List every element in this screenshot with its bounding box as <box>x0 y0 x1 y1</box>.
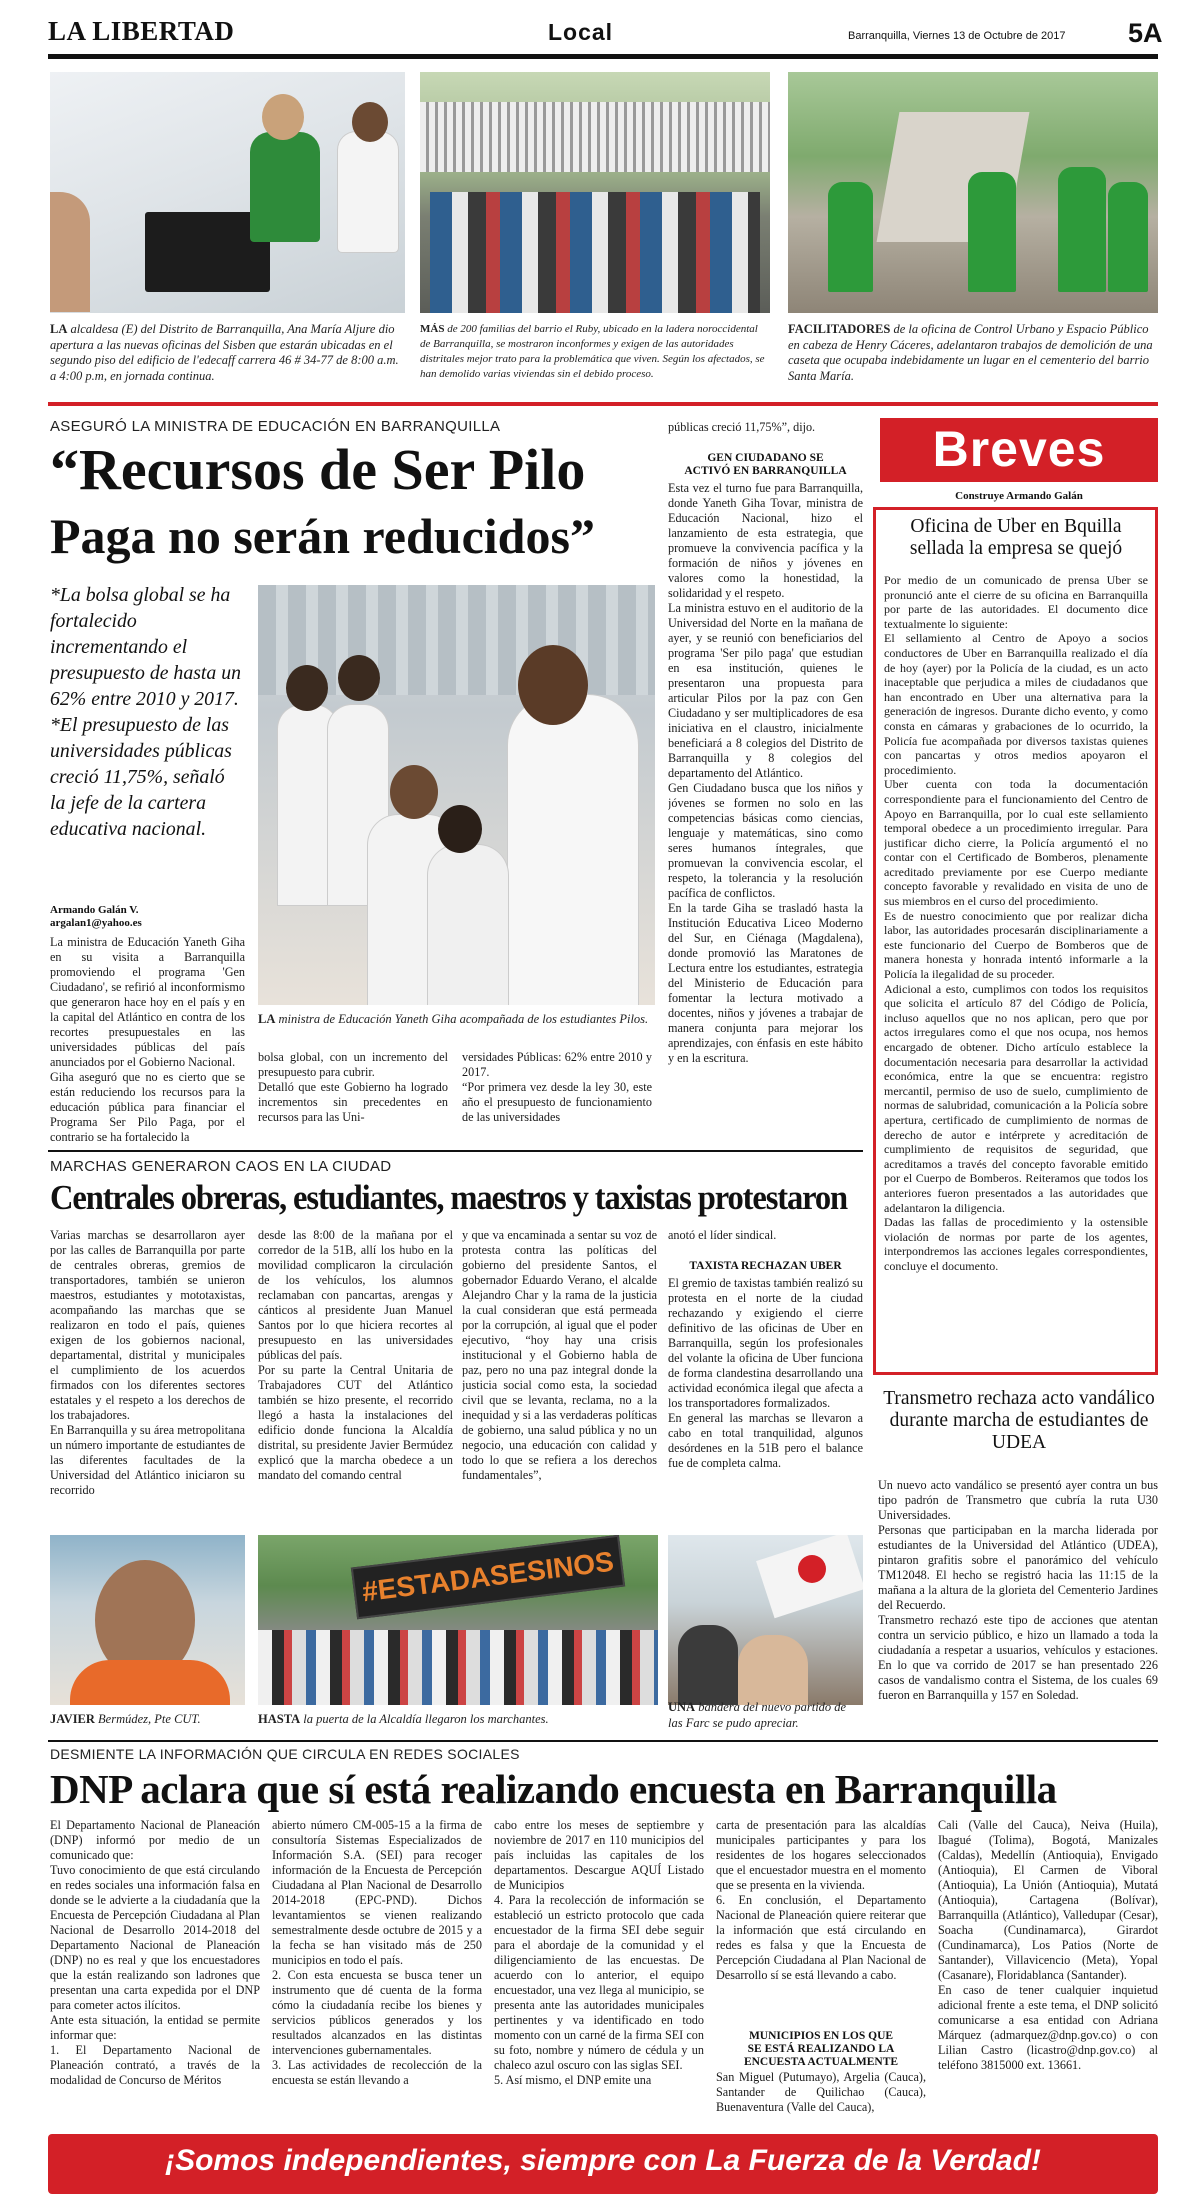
uber-text: Por medio de un comunicado de prensa Uber se pronunció ante el cierre de su oficina en Barranquilla por parte de las autoridades. El documento dice textualmente lo siguiente: El sellamiento al Centro de Apoyo a socios conductores de Uber en Barranquilla realizado el día de hoy (ayer) por la Policía de la ciudad, es un acto inaceptable que perjudica a miles de ciudadanos que han encontrado en Uber una alternativa para la generación de ingresos. Durante dicho evento, y como consta en cámaras y grabaciones de lo ocurrido, la Policía fue acompañada por diversos taxistas quienes con pancartas y otros medios apoyaron el procedimiento. Uber cuenta con toda la documentación correspondiente para el funcionamiento del Centro de Apoyo en Barranquilla, por lo cual este sellamiento temporal obedece a un procedimiento irregular. Para justificar dicho cierre, la Policía argumentó el no contar con el Certificado de Bomberos, plenamente acreditado previamente por ese Cuerpo mediante concepto favorable y revalidado en visita de uno de sus miembros en el curso del procedimiento. Es de nuestro conocimiento que por realizar dicha labor, las autoridades procesarán disciplinariamente a este funcionario del Cuerpo de Bomberos que de manera honesta y honrada intentó informarle a la Policía la ilegalidad de su proceder. Adicional a esto, cumplimos con todos los requisitos que solicita el artículo 87 del Código de Policía, incluso aquellos que no nos aplican, pero que por actos irregulares como el que nos ocupa, nos hemos encargado de obtener. Dicho artículo establece la documentación necesaria para desarrollar la actividad económica, entre la que se encuentra: registro mercantil, permiso de uso de suelo, cumplimiento de normas de salubridad, comunicación a la Policía sobre apertura, certificado de cumplimiento de normas de derecho de autor e intérprete y acreditación de cumplimiento de requisitos de seguridad, que acreditamos a través del concepto favorable emitido por el Cuerpo de Bomberos. Reiteramos que todos los anteriores fueron presentados a las autoridades que adelantaron la diligencia. Dadas las fallas de procedimiento y la ostensible violación de normas por parte de los agentes, interpondremos las acciones legales correspondientes, concluye el documento. <box>884 573 1148 1273</box>
pilo-col1: La ministra de Educación Yaneth Giha en su visita a Barranquilla promoviendo el programa 'Gen Ciudadano', se refirió al inconformismo que generaron hace hoy en el país y en la capital del Atlántico en contra de los recortes presupuestales en las universidades públicas del país anunciados por el Gobierno Nacional. Giha aseguró que no es cierto que se están reduciendo los recursos para la educación pública para financiar el Programa Ser Pilo Paga, por el contrario se ha fortalecido la <box>50 935 245 1144</box>
photo-farc-flag <box>668 1535 863 1705</box>
uber-box <box>873 507 1158 1375</box>
pilo-subhead: GEN CIUDADANO SE ACTIVÓ EN BARRANQUILLA <box>684 452 847 477</box>
marchas-col1: Varias marchas se desarrollaron ayer por las calles de Barranquilla por parte de centrales obreras, gremios de transportadores, también se unieron maestros, estudiantes y mototaxistas, acompañando las marchas que se realizaron en todo el país, quienes exigen de los gobiernos nacional, departamental, distrital y municipales el cumplimiento de los acuerdos firmados con los diferentes sectores estatales y el respeto a los derechos de los trabajadores. En Barranquilla y su área metropolitana un número importante de estudiantes de las diferentes facultades de la Universidad del Atlántico iniciaron su recorrido <box>50 1228 245 1497</box>
march-banner-text: #ESTADASESINOS <box>360 1545 616 1608</box>
top-red-rule <box>48 402 1158 406</box>
dnp-kicker: DESMIENTE LA INFORMACIÓN QUE CIRCULA EN REDES SOCIALES <box>50 1746 520 1762</box>
caption-alcaldia: HASTA la puerta de la Alcaldía llegaron los marchantes. <box>258 1712 549 1726</box>
section-name: Local <box>548 19 614 45</box>
dnp-headline: DNP aclara que sí está realizando encuesta en Barranquilla <box>50 1766 1057 1812</box>
marchas-col4-top: anotó el líder sindical. <box>668 1228 777 1242</box>
pilo-headline-1: “Recursos de Ser Pilo <box>50 437 586 502</box>
page-number: 5A <box>1128 18 1163 48</box>
masthead <box>48 16 1163 56</box>
breves-title: Breves <box>932 421 1106 477</box>
photo-minister-students <box>258 585 655 1005</box>
pilo-email: argalan1@yahoo.es <box>50 917 142 929</box>
marchas-subhead: TAXISTA RECHAZAN UBER <box>689 1260 842 1272</box>
pilo-headline-2: Paga no serán reducidos” <box>50 508 595 564</box>
transmetro-text: Un nuevo acto vandálico se presentó ayer contra un bus tipo padrón de Transmetro que cubría la ruta U30 Universidades. Personas que participaban en la marcha liderada por estudiantes de la Universidad del Atlántico (UDEA), pintaron grafitis sobre el panorámico del vehículo TM12048. El hecho se registró hacia las 11:15 de la mañana a la altura de la glorieta del Cementerio Jardines del Recuerdo. Transmetro rechazó este tipo de acciones que atentan contra un servicio público, e hizo un llamado a toda la ciudadanía a respetar a usuarios, vehículos y estaciones. En lo que va corrido de 2017 se han presentado 226 casos de vandalismo contra el Sistema, de los cuales 69 fueron en Barranquilla y 157 en Soledad. <box>878 1478 1158 1702</box>
dnp-col3: cabo entre los meses de septiembre y noviembre de 2017 en 110 municipios del país incluidas las capitales de los departamentos. Descargue AQUÍ Listado de Municipios 4. Para la recolección de información se estableció un estricto protocolo que cada encuestador de la firma SEI debe seguir para el abordaje de la comunidad y el diligenciamiento de las encuestas. De acuerdo con lo anterior, el equipo encuestador, una vez llega al municipio, se presenta ante las autoridades municipales pertinentes y va identificado en todo momento con un carné de la firma SEI con su foto, nombre y número de cédula y un chaleco azul oscuro con las siglas SEI. 5. Así mismo, el DNP emite una <box>494 1818 704 2087</box>
marchas-col3: y que va encaminada a sentar su voz de protesta contra las políticas del gobierno del presidente Santos, el gobernador Eduardo Verano, el alcalde Alejandro Char y la rama de la justicia la cual consideran que está permeada por la corrupción, al igual que el poder ejecutivo, “hoy hay una crisis institucional y el Gobierno habla de paz, pero no una paz integral donde la justicia social como esta, la sociedad civil que se levanta, reclama, no a la inequidad y si a las verdaderas políticas de gobierno, una salud pública y no un negocio, una educación con calidad y todo lo que se refiera a los derechos fundamentales”, <box>462 1228 657 1482</box>
photo-demolition <box>788 72 1158 313</box>
dnp-col5: Cali (Valle del Cauca), Neiva (Huila), Ibagué (Tolima), Bogotá, Manizales (Caldas), Medellín (Antioquia), Envigado (Antioquia), El Carmen de Viboral (Antioquia), La Unión (Antioquia), Mutatá (Antioquia), Cartagena (Bolívar), Barranquilla (Atlántico), Valledupar (Cesar), Soacha (Cundinamarca), Girardot (Cundinamarca), Los Patios (Norte de Santander), Villavicencio (Meta), Yopal (Casanare), Floridablanca (Santander). En caso de tener cualquier inquietud adicional frente a este tema, el DNP solicitó comunicarse a esa entidad con Adriana Márquez (admarquez@dnp.gov.co) o con Lilian Castro (licastro@dnp.gov.co) al teléfono 3815000 ext. 13661. <box>938 1818 1158 2072</box>
photo-javier-bermudez <box>50 1535 245 1705</box>
footer-slogan: ¡Somos independientes, siempre con La Fuerza de la Verdad! <box>165 2144 1041 2177</box>
photo-sisben-office <box>50 72 405 313</box>
marchas-headline: Centrales obreras, estudiantes, maestros y taxistas protestaron <box>50 1178 848 1217</box>
pilo-summary: *La bolsa global se ha fortalecido incrementando el presupuesto de hasta un 62% entre 2010 y 2017. *El presupuesto de las universidades públicas creció 11,75%, señaló la jefe de la cartera educativa nacional. <box>50 584 242 840</box>
marchas-col4: El gremio de taxistas también realizó su protesta en el norte de la ciudad rechazando y exigiendo el cierre definitivo de las oficinas de Uber en Barranquilla, según los profesionales del volante la oficina de Uber funciona de forma clandestina desarrollando una actividad económica ilegal que afecta a los transportadores formalizados. En general las marchas se llevaron a cabo en total tranquilidad, algunos desórdenes en la 51B pero el balance fue de completa calma. <box>668 1276 863 1470</box>
marchas-kicker: MARCHAS GENERARON CAOS EN LA CIUDAD <box>50 1158 392 1175</box>
photo-ruby-families <box>420 72 770 313</box>
caption-farc: UNA bandera del nuevo partido de las Farc se pudo apreciar. <box>668 1700 847 1730</box>
dnp-col4b: San Miguel (Putumayo), Argelia (Cauca), Santander de Quilichao (Cauca), Buenaventura (Valle del Cauca), <box>716 2070 926 2114</box>
pilo-kicker: ASEGURÓ LA MINISTRA DE EDUCACIÓN EN BARRANQUILLA <box>50 418 501 435</box>
dnp-col1: El Departamento Nacional de Planeación (DNP) informó por medio de un comunicado que: Tuvo conocimiento de que está circulando en redes sociales una información falsa en donde se le advierte a la ciudadanía que la Encuesta de Percepción Ciudadana al Plan Nacional de Desarrollo 2014-2018 del Departamento Nacional de Planeación (DNP) no es real y que los encuestadores que la están realizando son ladrones que presentan una carta expedida por el DNP para cometer actos ilícitos. Ante esta situación, la entidad se permite informar que: 1. El Departamento Nacional de Planeación contrató, a través de la modalidad de Concurso de Méritos <box>50 1818 260 2087</box>
pilo-col3: versidades Públicas: 62% entre 2010 y 2017. “Por primera vez desde la ley 30, este año el presupuesto de funcionamiento de las universidades <box>462 1050 652 1124</box>
marchas-col2: desde las 8:00 de la mañana por el corredor de la 51B, allí los hubo en la movilidad complicaron la circulación de los vehículos, los alumnos reclamaban con pancartas, arengas y cánticos al presidente Juan Manuel Santos por lo que hiciera recortes al presupuesto en las universidades públicas del país. Por su parte la Central Unitaria de Trabajadores CUT del Atlántico también se hizo presente, el recorrido llegó a hasta la instalaciones del edificio donde funciona la Alcaldía distrital, su presidente Javier Bermúdez explicó que la marcha obedece a un mandato del comando central <box>258 1228 453 1482</box>
photo-alcaldia-march <box>258 1535 658 1705</box>
transmetro-title: Transmetro rechaza acto vandálico durante marcha de estudiantes de UDEA <box>883 1388 1155 1453</box>
pilo-byline: Armando Galán V. <box>50 904 139 916</box>
caption-sisben: LA alcaldesa (E) del Distrito de Barranquilla, Ana María Aljure dio apertura a las nuevas oficinas del Sisben que estarán ubicadas en el segundo piso del edificio de l'edecaff carrera 46 # 34-77 de 8:00 a.m. a 4:00 p.m, en jornada continua. <box>50 322 399 383</box>
dnp-col4: carta de presentación para las alcaldías municipales participantes y para los residentes de los hogares seleccionados que el encuestador muestra en el momento que se presenta en la vivienda. 6. En conclusión, el Departamento Nacional de Planeación quiere reiterar que la información que está circulando en redes es falsa y que la Encuesta de Percepción Ciudadana al Plan Nacional de Desarrollo sí se está llevando a cabo. <box>716 1818 926 1982</box>
breves-credit: Construye Armando Galán <box>955 490 1083 502</box>
caption-demolition: FACILITADORES de la oficina de Control Urbano y Espacio Público en cabeza de Henry Cáceres, adelantaron trabajos de demolición de una caseta que ocupaba indebidamente un lugar en el cementerio del barrio Santa María. <box>788 322 1153 383</box>
pilo-bottom-rule <box>48 1150 863 1152</box>
pilo-col2: bolsa global, con un incremento del presupuesto para cubrir. Detalló que este Gobierno ha logrado incrementos sin precedentes en recursos para las Uni- <box>258 1050 448 1124</box>
pilo-col4-top: públicas creció 11,75%”, dijo. <box>668 420 816 434</box>
dnp-subhead: MUNICIPIOS EN LOS QUE SE ESTÁ REALIZANDO LA ENCUESTA ACTUALMENTE <box>743 2030 899 2068</box>
breves-header <box>880 418 1158 482</box>
footer-slogan-bar <box>48 2134 1158 2194</box>
issue-date: Barranquilla, Viernes 13 de Octubre de 2017 <box>848 30 1066 42</box>
dnp-col2: abierto número CM-005-15 a la firma de consultoría Sistemas Especializados de Información S.A. (SEI) para recoger información de la Encuesta de Percepción Ciudadana al Plan Nacional de Desarrollo 2014-2018 (EPC-PND). Dichos levantamientos se vienen realizando semestralmente desde octubre de 2015 y a la fecha se han visitado más de 250 municipios en todo el país. 2. Con esta encuesta se busca tener un instrumento que dé cuenta de la forma cómo la ciudadanía recibe los bienes y servicios públicos generados y los resultados alcanzados en las distintas intervenciones gubernamentales. 3. Las actividades de recolección de la encuesta se están llevando a <box>272 1818 482 2087</box>
caption-ruby: MÁS de 200 familias del barrio el Ruby, ubicado en la ladera noroccidental de Barranquilla, se mostraron inconformes y exigen de las autoridades distritales mejor trato para la problemática que viven. Según los afectados, se han demolido varias viviendas sin el debido proceso. <box>420 323 765 380</box>
uber-title: Oficina de Uber en Bquilla sellada la empresa se quejó <box>909 516 1123 559</box>
paper-name: LA LIBERTAD <box>48 16 235 46</box>
caption-javier: JAVIER Bermúdez, Pte CUT. <box>50 1712 201 1726</box>
pilo-col4: Esta vez el turno fue para Barranquilla, donde Yaneth Giha Tovar, ministra de Educación Nacional, hizo el lanzamiento de esta estrategia, que promueve la convivencia pacífica y la formación de niños y jóvenes en valores como la honestidad, la solidaridad y el respeto. La ministra estuvo en el auditorio de la Universidad del Norte en la mañana de ayer, y se reunió con beneficiarios del programa 'Ser pilo paga' que estudian en esa institución, quienes le presentaron una propuesta para articular Pilos por la paz con Gen Ciudadano y ser multiplicadores de esa iniciativa en el claustro, inicialmente beneficiará a 8 colegios del Distrito de Barranquilla y 8 colegios del departamento del Atlántico. Gen Ciudadano busca que los niños y jóvenes se formen no solo en las competencias básicas como ciencias, lenguaje y matemáticas, sino como seres humanos íntegrales, que promuevan la convivencia escolar, el respeto, la tolerancia y la resolución pacífica de conflictos. En la tarde Giha se trasladó hasta la Institución Educativa Liceo Moderno del Sur, en Ciénaga (Magdalena), donde promovió las Maratones de Lectura entre los estudiantes, estrategia del Ministerio de Educación para fomentar la lectura motivado a docentes, niños y jóvenes a trabajar de manera conjunta para mejorar los aprendizajes, con énfasis en este hábito y en la escritura. <box>668 481 863 1065</box>
pilo-photo-caption: LA ministra de Educación Yaneth Giha acompañada de los estudiantes Pilos. <box>258 1012 649 1026</box>
marchas-bottom-rule <box>48 1740 1158 1742</box>
masthead-rule <box>48 54 1158 59</box>
